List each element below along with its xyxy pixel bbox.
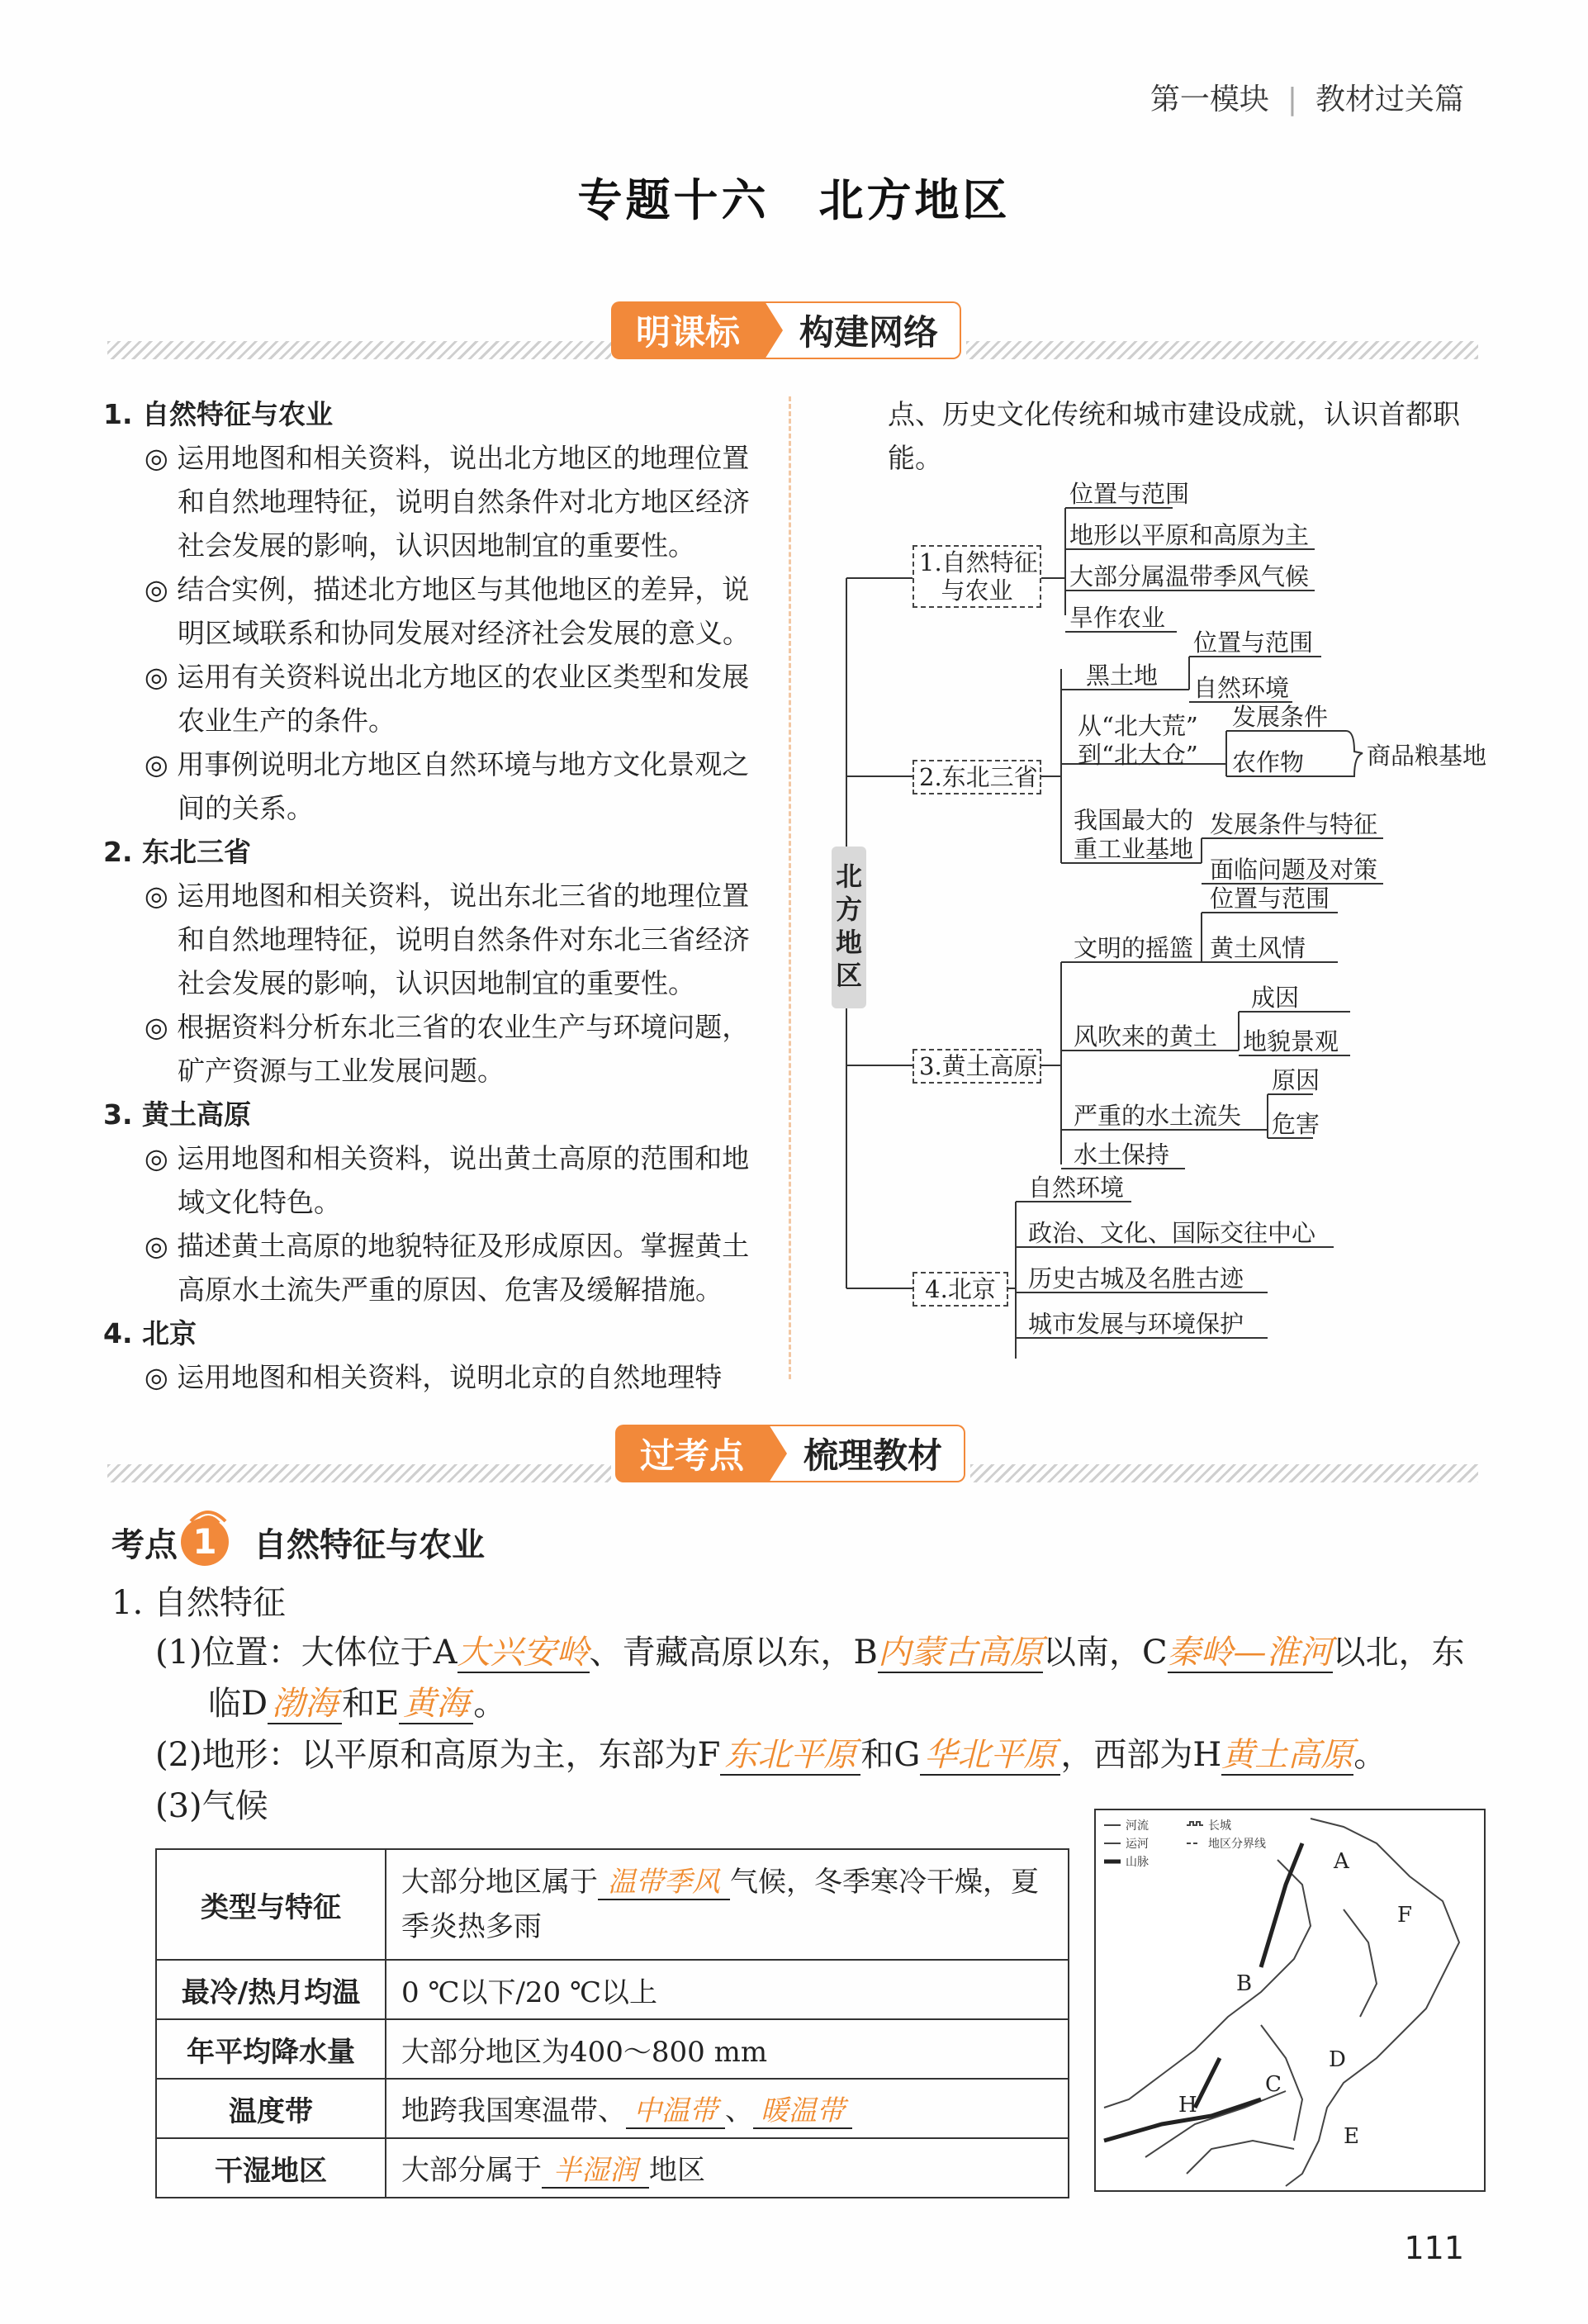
answer-blank: 中温带 [626,2094,725,2129]
mindmap-branch-loess: 3.黄土高原 [913,1049,1041,1084]
standard-item: ◎ 运用地图和相关资料，说明北京的自然地理特 [145,1361,723,1393]
table-row [156,2138,1069,2198]
north-region-map [1094,1809,1486,2192]
question-location-cont [208,1678,1447,1729]
legend-wall: 长城 [1208,1819,1231,1833]
climate-table [155,1848,1069,2198]
hatch-left-1 [107,341,611,359]
mindmap-leaf: 发展条件 [1232,703,1329,731]
banner-white-label: 梳理教材 [769,1425,965,1482]
mindmap-leaf: 危害 [1272,1110,1320,1138]
question-terrain [155,1729,1477,1781]
table-value [386,2079,1069,2138]
mindmap-node: 严重的水土流失 [1074,1102,1242,1130]
table-key: 年平均降水量 [156,2019,386,2079]
mindmap-leaf: 原因 [1272,1066,1320,1094]
mindmap-leaf: 农作物 [1232,748,1305,776]
branch-label-line1: 1.自然特征 [919,548,1038,576]
answer-blank: 渤海 [268,1685,342,1724]
answer-blank: 半湿润 [542,2154,649,2189]
title-topic-number: 专题十六 [577,174,770,226]
mindmap-leaf: 商品粮基地 [1367,742,1487,770]
page-title [0,165,1588,229]
q-text: 以南，C [1042,1634,1168,1672]
answer-blank: 华北平原 [920,1736,1060,1776]
table-key: 类型与特征 [156,1849,386,1960]
mindmap-leaf: 位置与范围 [1069,480,1190,508]
mindmap-leaf: 位置与范围 [1193,628,1314,657]
question-climate: (3)气候 [155,1787,268,1825]
signal-icon [184,1500,232,1525]
table-row [156,1849,1069,1960]
q-text: ，西部为H [1060,1736,1222,1774]
q-text: 和E [342,1685,400,1723]
header-separator: | [1287,83,1297,116]
standard-item: ◎ 用事例说明北方地区自然环境与地方文化景观之间的关系。 [145,748,750,824]
mindmap-leaf: 旱作农业 [1069,604,1166,632]
mindmap-branch-beijing: 4.北京 [913,1272,1008,1307]
banner-orange-label: 明课标 [611,301,765,359]
legend-canal: 运河 [1126,1838,1149,1851]
mindmap-node: 风吹来的黄土 [1074,1022,1218,1051]
map-label: F [1397,1903,1413,1928]
table-row [156,1960,1069,2019]
q-text: 临D [208,1685,268,1723]
answer-blank: 暖温带 [753,2094,852,2129]
table-value: 大部分地区为400～800 mm [386,2019,1069,2079]
mindmap-leaf: 历史古城及名胜古迹 [1028,1264,1244,1292]
map-drawing [1096,1810,1484,2190]
knowledge-mindmap [826,462,1486,1371]
column-divider [789,396,791,1379]
mindmap-leaf: 水土保持 [1074,1141,1170,1169]
mindmap-leaf: 地形以平原和高原为主 [1069,521,1310,549]
answer-blank: 内蒙古高原 [877,1634,1043,1672]
standard-item: ◎ 结合实例，描述北方地区与其他地区的差异，说明区域联系和协同发展对经济社会发展的意义。 [145,573,750,649]
mindmap-root-label: 北 方 地 区 [835,861,862,991]
subsection-heading: 1. 自然特征 [111,1584,286,1622]
cell-text: 大部分属于 [401,2154,542,2187]
mindmap-leaf: 城市发展与环境保护 [1028,1310,1244,1338]
page-number: 111 [1404,2230,1464,2266]
mindmap-leaf: 发展条件与特征 [1210,810,1378,838]
table-value: 0 ℃以下/20 ℃以上 [386,1960,1069,2019]
mindmap-leaf: 大部分属温带季风气候 [1069,562,1310,590]
map-label: C [1265,2072,1282,2097]
mindmap-node: 文明的摇篮 [1074,934,1194,962]
cell-text: 气候，冬季寒冷干燥，夏季炎热多雨 [401,1866,1039,1943]
table-value [386,1849,1069,1960]
mindmap-leaf: 位置与范围 [1210,885,1330,913]
table-row [156,2019,1069,2079]
exam-point-heading [111,1518,485,1566]
q-text: 。 [1353,1736,1387,1774]
mindmap-leaf: 政治、文化、国际交往中心 [1028,1219,1316,1247]
exam-point-prefix: 考点 [111,1525,178,1564]
module-label: 第一模块 [1150,83,1269,116]
answer-blank: 秦岭—淮河 [1167,1634,1333,1672]
map-label: D [1329,2047,1346,2072]
mindmap-node: 黑土地 [1086,662,1159,690]
running-header [1150,76,1464,118]
standard-heading: 4. 北京 [103,1317,197,1349]
branch-label-line2: 与农业 [941,576,1013,605]
banner-white-label: 构建网络 [765,301,961,359]
mindmap-node: 我国最大的 [1074,806,1194,834]
standards-continuation: 点、历史文化传统和城市建设成就，认识首都职能。 [888,398,1460,474]
legend-mountain: 山脉 [1126,1856,1149,1869]
q-text: 和G [860,1736,921,1774]
q-text: 以北，东 [1332,1634,1465,1672]
q-text: (2)地形：以平原和高原为主，东部为F [155,1736,721,1774]
map-label: B [1236,1971,1253,1996]
answer-blank: 东北平原 [720,1736,860,1776]
standard-item: ◎ 运用地图和相关资料，说出东北三省的地理位置和自然地理特征，说明自然条件对东北三省经济社会发展的影响，认识因地制宜的重要性。 [145,880,750,999]
mindmap-node: 从“北大荒” [1078,712,1198,740]
cell-text: 大部分地区属于 [401,1866,598,1899]
mindmap-node: 到“北大仓” [1078,741,1198,769]
table-row [156,2079,1069,2138]
hatch-left-2 [107,1464,611,1482]
map-label: H [1178,2093,1197,2118]
banner-exam-points [615,1425,965,1482]
exam-point-number: 1 [181,1518,229,1566]
answer-blank: 黄海 [399,1685,473,1724]
mindmap-leaf: 地貌景观 [1243,1027,1339,1055]
question-location [155,1627,1477,1678]
q-text: (1)位置：大体位于A [155,1634,457,1672]
standard-item: ◎ 运用地图和相关资料，说出北方地区的地理位置和自然地理特征，说明自然条件对北方地区经济社会发展的影响，认识因地制宜的重要性。 [145,442,750,562]
answer-blank: 黄土高原 [1221,1736,1354,1774]
cell-text: 地跨我国寒温带、 [401,2094,626,2127]
cell-text: 地区 [649,2154,705,2187]
standard-item: ◎ 根据资料分析东北三省的农业生产与环境问题，矿产资源与工业发展问题。 [145,1011,750,1087]
mindmap-leaf: 黄土风情 [1210,934,1306,962]
table-key: 干湿地区 [156,2138,386,2198]
standard-item: ◎ 运用地图和相关资料，说出黄土高原的范围和地域文化特色。 [145,1142,750,1218]
banner-curriculum [611,301,961,359]
table-key: 温度带 [156,2079,386,2138]
legend-river: 河流 [1126,1819,1149,1833]
map-label: E [1344,2124,1359,2149]
banner-orange-label: 过考点 [615,1425,769,1482]
title-topic-name: 北方地区 [818,174,1011,226]
mindmap-node: 重工业基地 [1074,835,1194,863]
hatch-right-1 [966,341,1478,359]
standard-item: ◎ 运用有关资料说出北方地区的农业区类型和发展农业生产的条件。 [145,661,750,737]
table-value [386,2138,1069,2198]
standard-heading: 2. 东北三省 [103,836,251,868]
q-text: 。 [473,1685,507,1723]
q-text: 、青藏高原以东，B [589,1634,878,1672]
mindmap-branch-nature-agriculture [913,545,1041,608]
mindmap-branch-northeast: 2.东北三省 [913,760,1041,794]
section-label: 教材过关篇 [1315,83,1464,116]
standard-item: ◎ 描述黄土高原的地貌特征及形成原因。掌握黄土高原水土流失严重的原因、危害及缓解措施。 [145,1230,750,1306]
mindmap-root [832,847,866,1008]
answer-blank: 温带季风 [598,1866,730,1900]
mindmap-leaf: 自然环境 [1028,1174,1125,1202]
standard-heading: 1. 自然特征与农业 [103,398,333,430]
curriculum-standards [103,392,760,1399]
exam-point-badge [181,1518,229,1566]
standard-heading: 3. 黄土高原 [103,1098,251,1131]
cell-text: 、 [725,2094,753,2127]
exam-point-title: 自然特征与农业 [254,1525,485,1564]
hatch-right-2 [970,1464,1478,1482]
table-key: 最冷/热月均温 [156,1960,386,2019]
mindmap-leaf: 自然环境 [1193,674,1290,702]
map-label: A [1334,1849,1349,1874]
mindmap-leaf: 成因 [1251,984,1300,1012]
mindmap-leaf: 面临问题及对策 [1210,856,1378,884]
answer-blank: 大兴安岭 [457,1634,590,1672]
legend-boundary: 地区分界线 [1208,1838,1266,1851]
